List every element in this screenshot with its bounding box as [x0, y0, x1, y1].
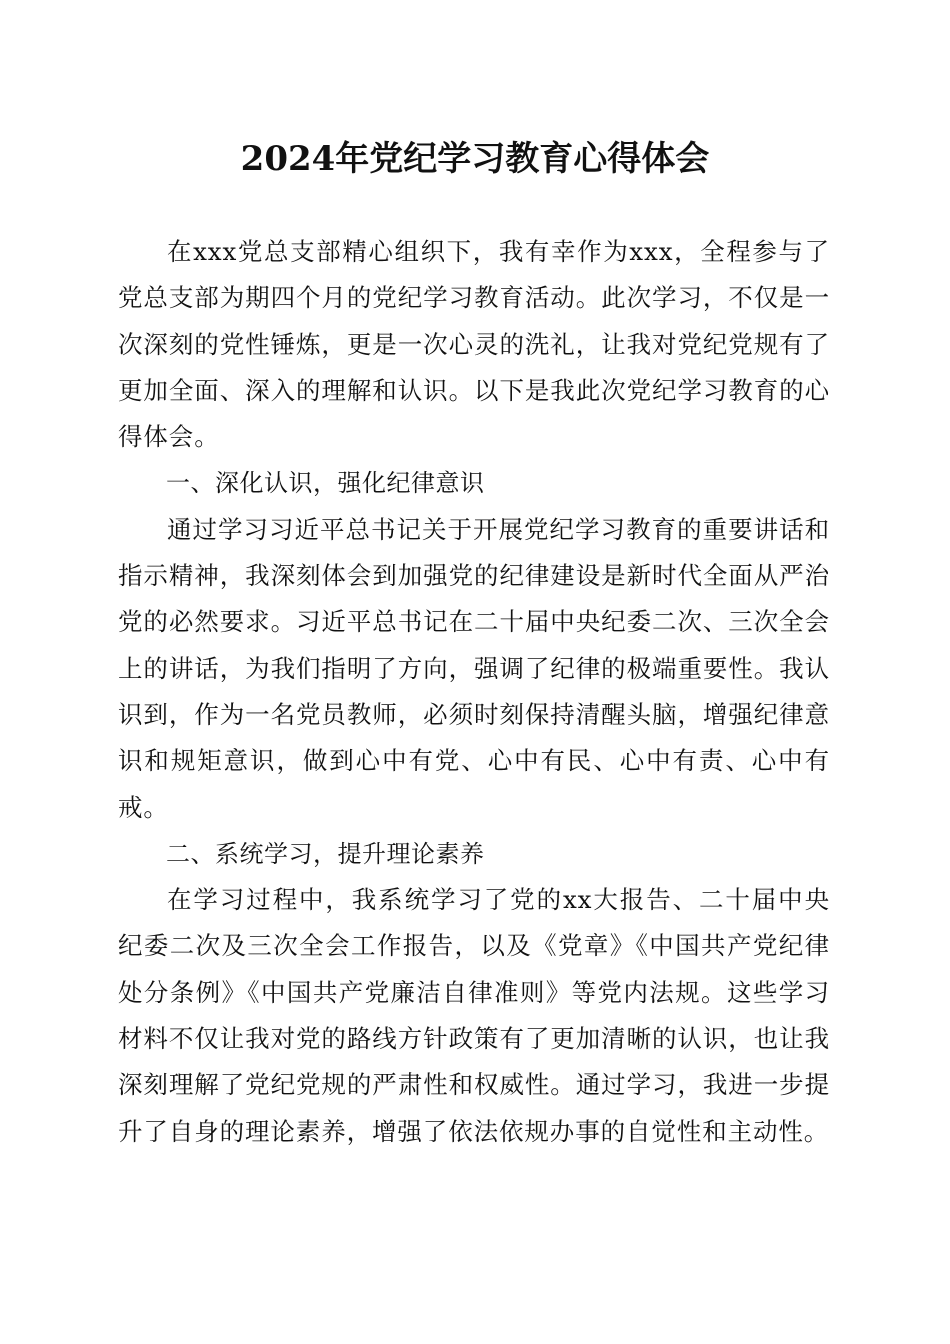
section-heading-1: 一、深化认识，强化纪律意识: [166, 469, 485, 498]
section-1-paragraph: 通过学习习近平总书记关于开展党纪学习教育的重要讲话和指示精神，我深刻体会到加强党的纪律建设是新时代全面从严治党的必然要求。习近平总书记在二十届中央纪委二次、三次全会上的讲话，为我们指明了方向，强调了纪律的极端重要性。我认识到，作为一名党员教师，必须时刻保持清醒头脑，增强纪律意识和规矩意识，做到心中有党、心中有民、心中有责、心中有戒。: [118, 514, 830, 822]
document-title: 2024年党纪学习教育心得体会: [240, 139, 710, 179]
section-2-paragraph: 在学习过程中，我系统学习了党的xx大报告、二十届中央纪委二次及三次全会工作报告，以及《党章》《中国共产党纪律处分条例》《中国共产党廉洁自律准则》等党内法规。这些学习材料不仅让我对党的路线方针政策有了更加清晰的认识，也让我深刻理解了党纪党规的严肃性和权威性。通过学习，我进一步提升了自身的理论素养，增强了依法依规办事的自觉性和主动性。: [118, 885, 830, 1146]
intro-paragraph: 在xxx党总支部精心组织下，我有幸作为xxx，全程参与了党总支部为期四个月的党纪学习教育活动。此次学习，不仅是一次深刻的党性锤炼，更是一次心灵的洗礼，让我对党纪党规有了更加全面、深入的理解和认识。以下是我此次党纪学习教育的心得体会。: [118, 237, 830, 452]
document-body: [118, 229, 830, 1155]
section-heading-2: 二、系统学习，提升理论素养: [166, 839, 485, 868]
